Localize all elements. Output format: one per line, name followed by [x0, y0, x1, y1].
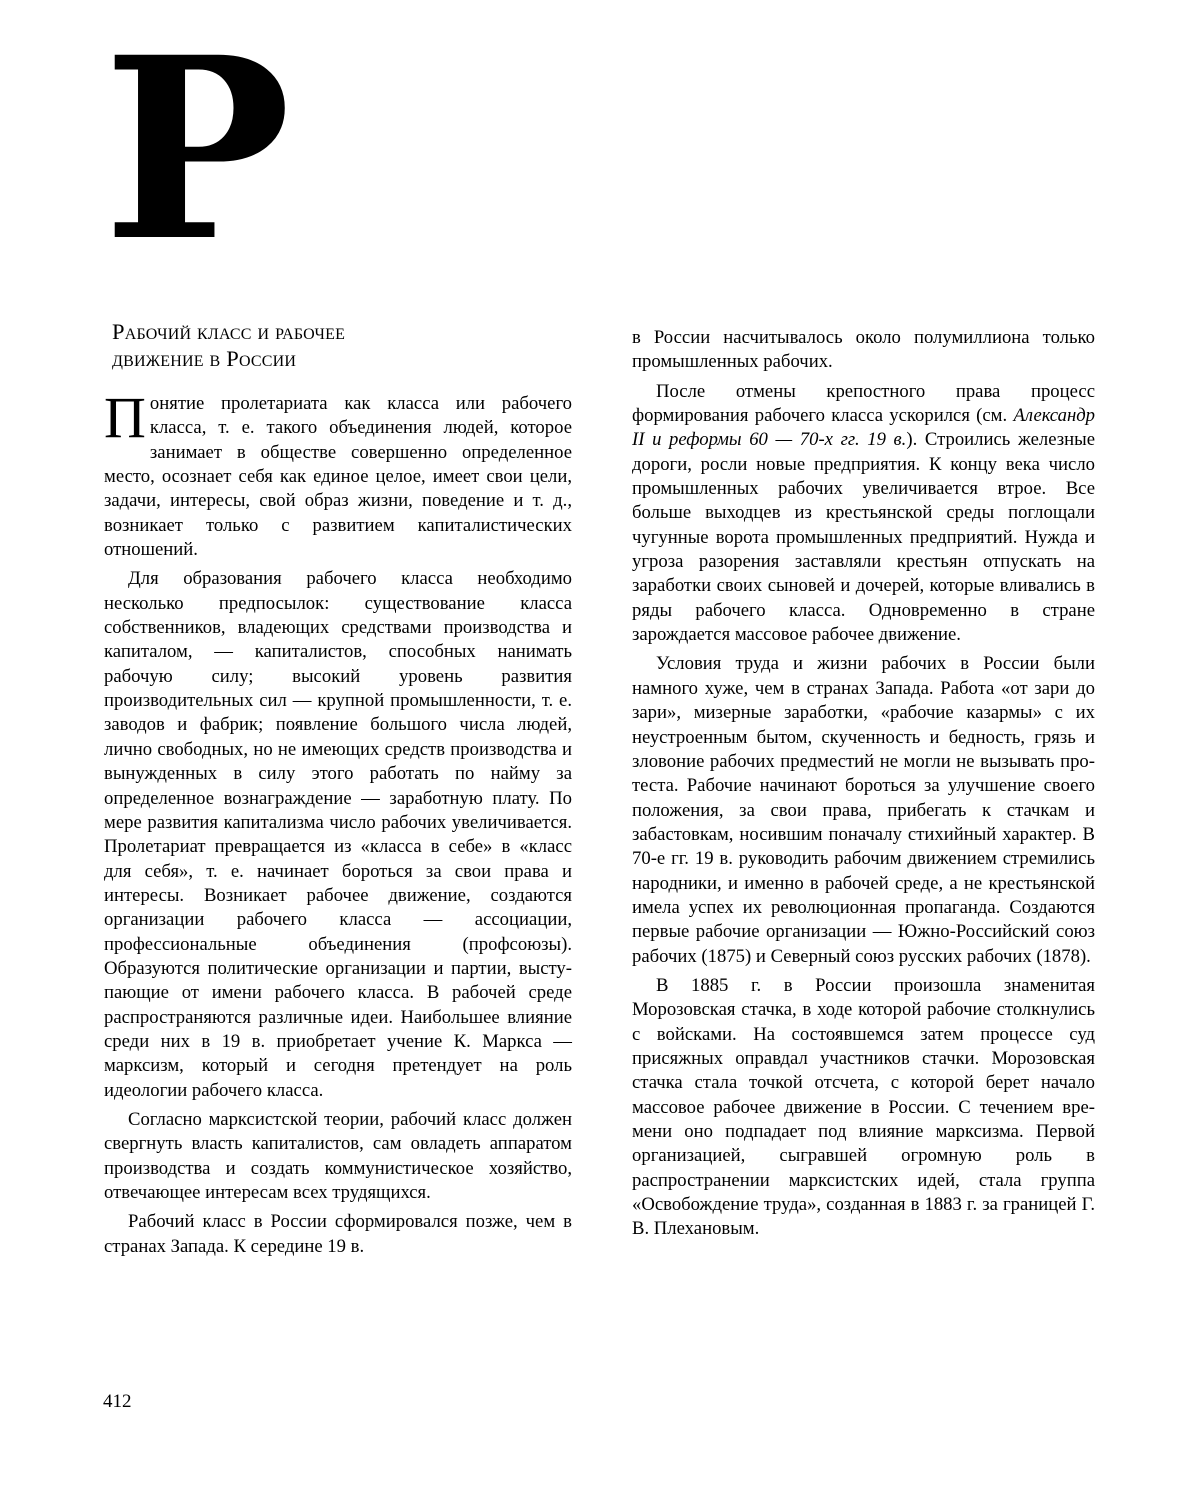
paragraph-text: ). Строились железные дороги, росли новые предприятия. К концу века число промышленных рабочих увеличивается втрое. Все больше выходцев из крестьянской среды поглощали чугунные ворота промышленных предприятий. Нужда и угроза разорения заставляли крестьян отпускать на заработки своих сыновей и дочерей, которые вливались в ряды рабочего класса. Одновременно в стране зарождается массовое рабочее движение.	[632, 429, 1095, 646]
paragraph: Для образования рабочего класса необходимо несколько предпосылок: существование класса собственников, владеющих средствами производства и капиталом, — капиталистов, способных нанимать рабочую силу; высокий уровень развития производительных сил — крупной промышленности, т. е. заводов и фабрик; появление большого числа людей, лично свободных, но не имеющих средств производства и вынужденных в силу этого работать по найму за определенное вознаграждение — заработную плату. По мере развития капитализма число рабочих увеличивается. Пролетариат превращается из «класса в себе» в «класс для себя», т. е. начинает бороться за свои права и интересы. Возникает рабочее движение, создаются организации рабочего класса — ассоциации, профессиональные объединения (профсоюзы). Образуются политические организации и партии, выступающие от имени рабочего класса. В рабочей среде распространяются различные идеи. Наибольшее влияние среди них в 19 в. приобретает учение К. Маркса — марксизм, который и сегодня претендует на роль идеологии рабочего класса.	[104, 568, 572, 1101]
cross-reference: Александр II и реформы 60 — 70-х гг. 19 в.	[632, 405, 1096, 451]
right-column	[632, 326, 1095, 1242]
page-number: 412	[103, 1391, 132, 1412]
paragraph	[104, 385, 572, 562]
paragraph: Условия труда и жизни рабочих в России были намного хуже, чем в странах Запада. Работа «от зари до зари», мизерные заработки, «рабочие казармы» с их неустроенным бытом, скученность и бедность, грязь и зловоние рабочих предместий не могли не вызывать протеста. Рабочие начинают бороться за улучшение своего положения, за свои права, прибегать к стачкам и забастовкам, носившим поначалу стихийный характер. В 70-е гг. 19 в. руководить рабочим движением стремились народники, и именно в рабочей среде, а не крестьянской имела успех их революционная пропаганда. Создаются первые рабочие организации — Южно-Российский союз рабочих (1875) и Северный союз русских рабочих (1878).	[632, 653, 1095, 967]
article-title-line-2: движение в России	[112, 346, 297, 371]
paragraph	[632, 380, 1095, 648]
paragraph: Согласно марксистской теории, рабочий класс должен свергнуть власть капиталистов, сам овладеть аппаратом производства и создать коммунистическое хозяйство, отвечающее интересам всех трудящихся.	[104, 1108, 572, 1203]
paragraph-continued: в России насчитывалось около полумиллиона только промышленных рабочих.	[632, 327, 1095, 373]
paragraph-text: онятие пролетариата как класса или рабочего класса, т. е. такого объединения людей, которое занимает в обществе совершенно определенное место, осознает себя как единое целое, имеет свои цели, задачи, интересы, свой образ жизни, поведение и т. д., возникает только с развитием капиталистических отношений.	[104, 393, 572, 561]
article-title-line-1: Рабочий класс и рабочее	[112, 319, 346, 344]
paragraph: Рабочий класс в России сформировался позже, чем в странах Запада. К середине 19 в.	[104, 1211, 572, 1257]
paragraph-text: После отмены крепостного права процесс формирования рабочего класса ускорился (см.	[632, 380, 1095, 427]
section-letter: Р	[103, 2, 291, 296]
article-title	[112, 318, 572, 372]
drop-cap: П	[104, 385, 146, 450]
paragraph: В 1885 г. в России произошла знаменитая Морозовская стачка, в ходе которой рабочие столкнулись с войсками. На состоявшемся затем процессе суд присяжных оправдал участников стачки. Морозовская стачка стала точкой отсчета, с которой берет начало массовое рабочее движение в России. С течением времени оно подпадает под влияние марксизма. Первой организацией, сыгравшей огромную роль в распространении марксистских идей, стала группа «Освобождение труда», созданная в 1883 г. за границей Г. В. Плехановым.	[632, 974, 1095, 1240]
left-column	[104, 318, 572, 1259]
